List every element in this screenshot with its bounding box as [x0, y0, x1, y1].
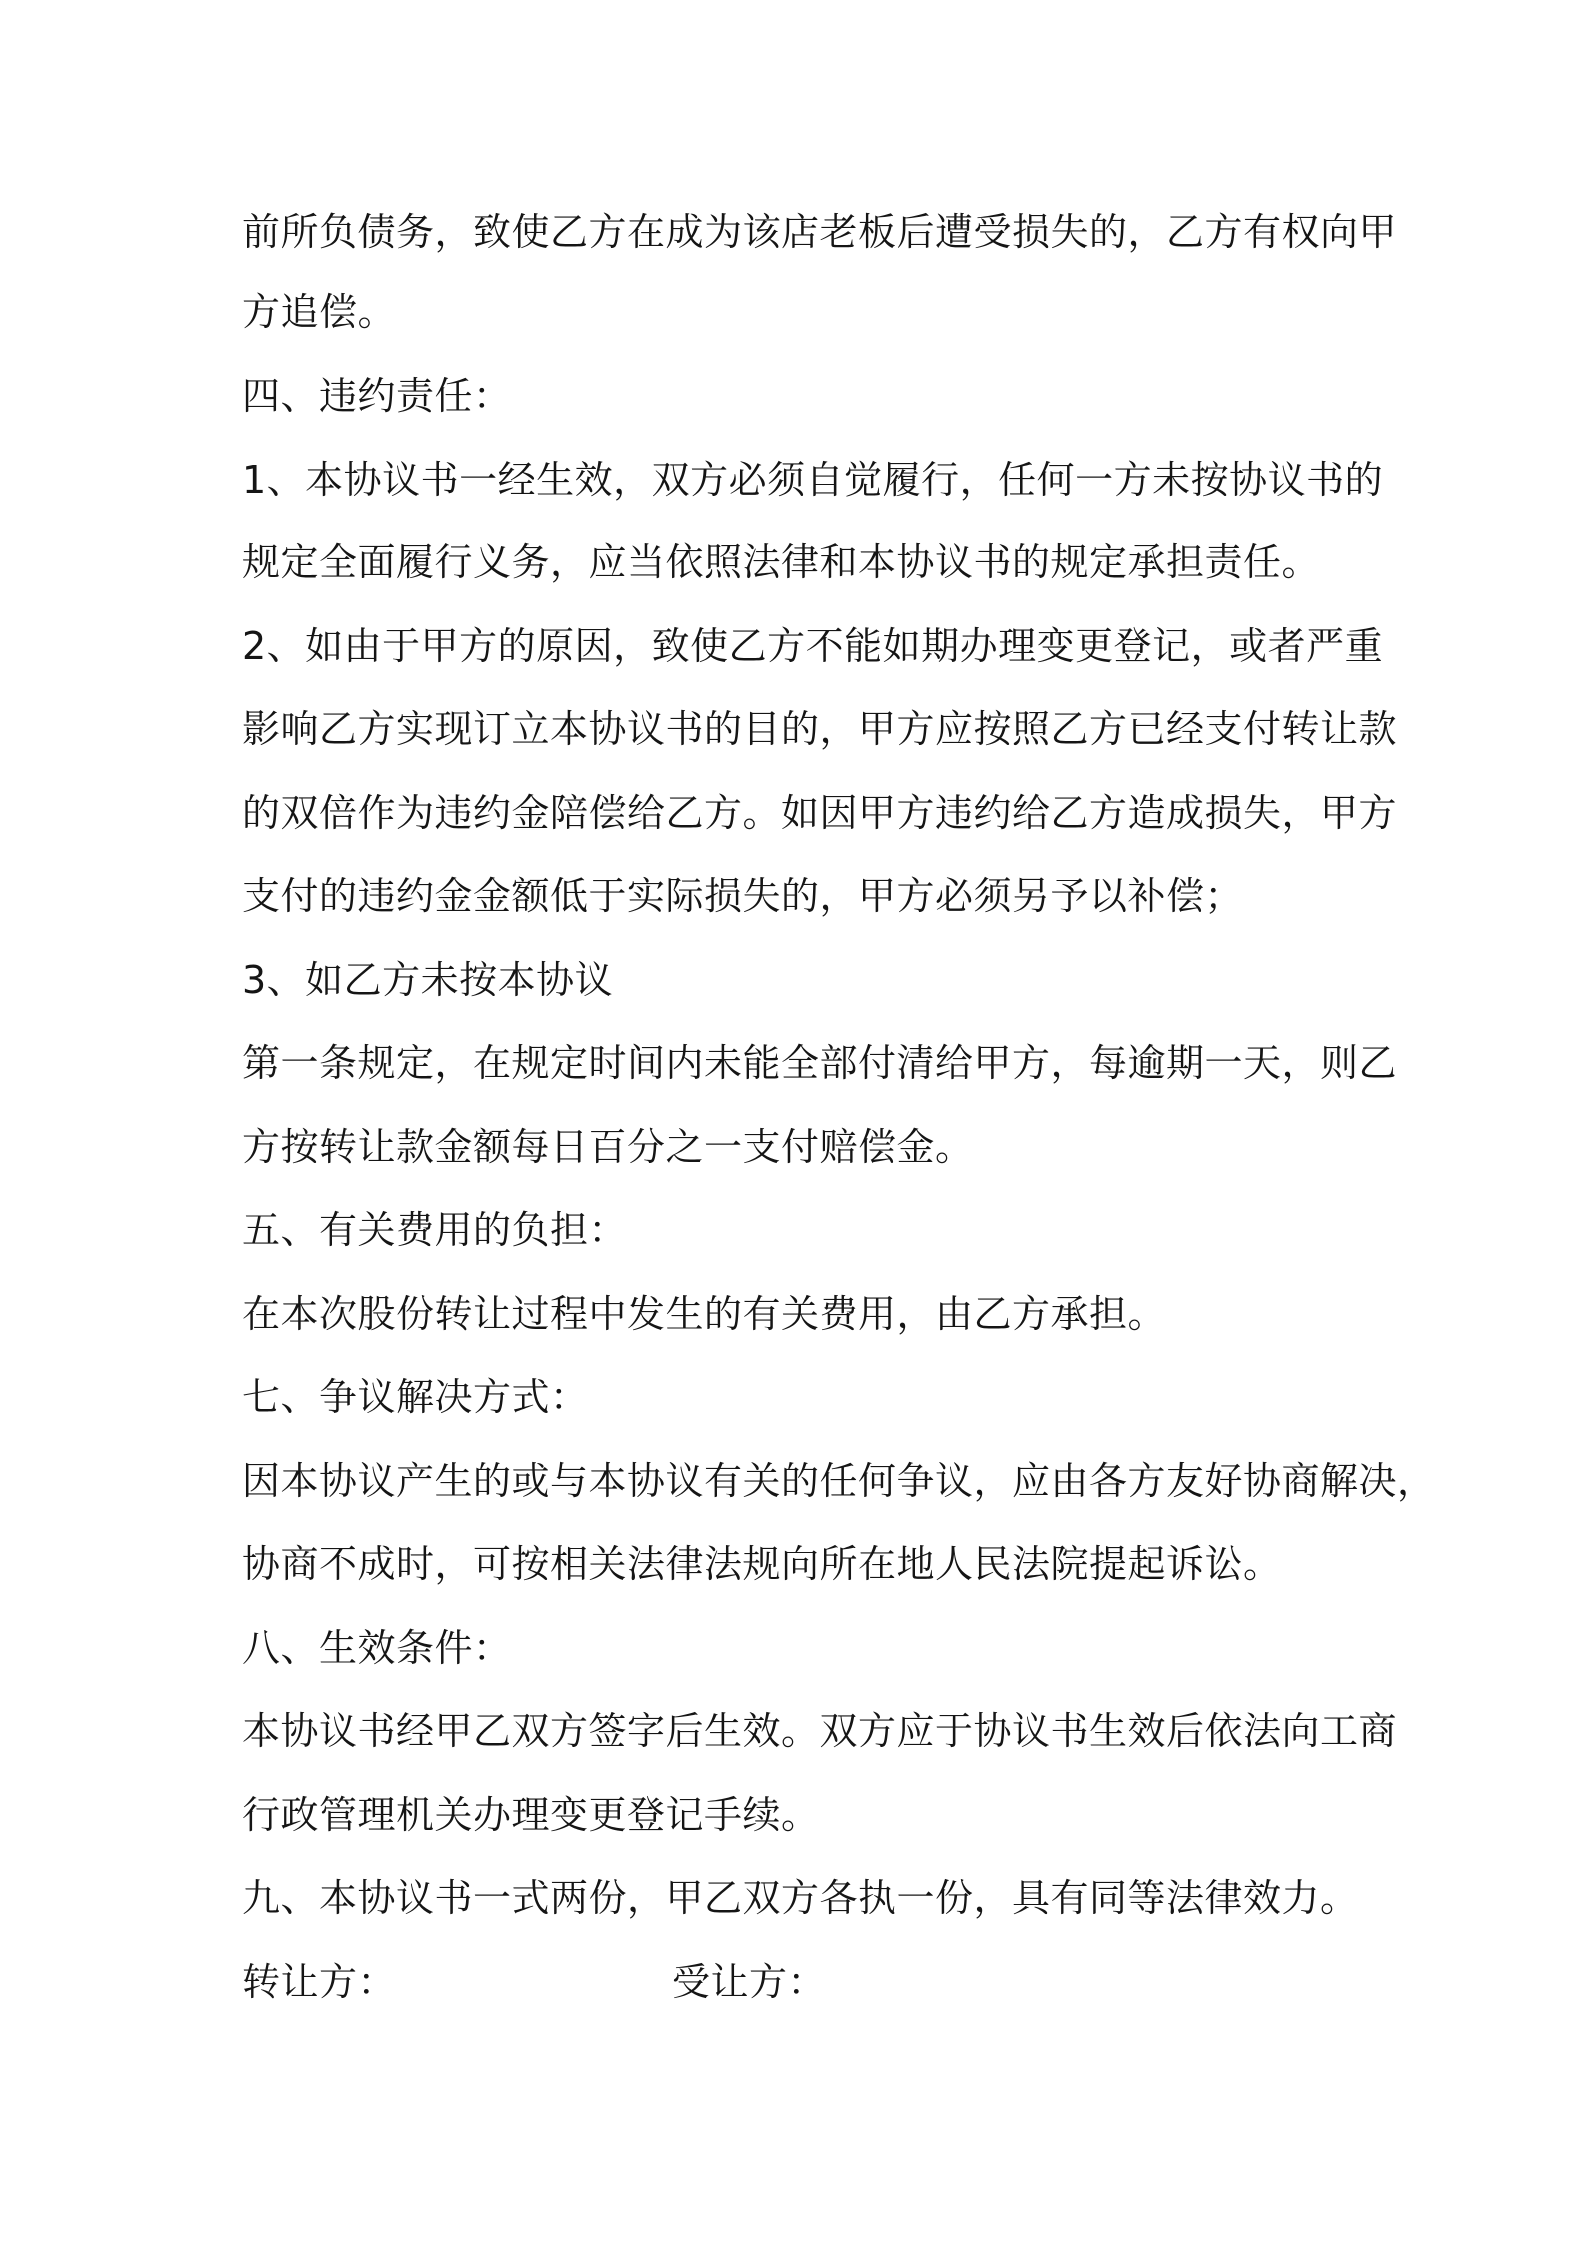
paragraph-line: 第一条规定，在规定时间内未能全部付清给甲方，每逾期一天，则乙 — [242, 1041, 1398, 1085]
paragraph-line: 在本次股份转让过程中发生的有关费用，由乙方承担。 — [242, 1292, 1167, 1336]
paragraph-line: 影响乙方实现订立本协议书的目的，甲方应按照乙方已经支付转让款 — [242, 707, 1398, 751]
transferor-label: 转让方： — [242, 1960, 397, 2004]
paragraph-line: 1、本协议书一经生效，双方必须自觉履行，任何一方未按协议书的 — [242, 458, 1384, 502]
section-heading-breach: 四、违约责任： — [242, 374, 512, 418]
paragraph-line: 2、如由于甲方的原因，致使乙方不能如期办理变更登记，或者严重 — [242, 624, 1384, 668]
paragraph-line: 协商不成时，可按相关法律法规向所在地人民法院提起诉讼。 — [242, 1542, 1282, 1586]
section-heading-dispute: 七、争议解决方式： — [242, 1375, 589, 1419]
paragraph-line: 规定全面履行义务，应当依照法律和本协议书的规定承担责任。 — [242, 540, 1321, 584]
section-heading-fees: 五、有关费用的负担： — [242, 1208, 628, 1252]
paragraph-line: 的双倍作为违约金陪偿给乙方。如因甲方违约给乙方造成损失，甲方 — [242, 791, 1398, 835]
paragraph-line: 本协议书经甲乙双方签字后生效。双方应于协议书生效后依法向工商 — [242, 1709, 1398, 1753]
paragraph-line: 因本协议产生的或与本协议有关的任何争议，应由各方友好协商解决， — [242, 1459, 1436, 1503]
section-heading-effect: 八、生效条件： — [242, 1626, 512, 1670]
paragraph-line: 方按转让款金额每日百分之一支付赔偿金。 — [242, 1125, 974, 1169]
paragraph-line: 支付的违约金金额低于实际损失的，甲方必须另予以补偿； — [242, 874, 1244, 918]
paragraph-line: 九、本协议书一式两份，甲乙双方各执一份，具有同等法律效力。 — [242, 1876, 1359, 1920]
transferee-label: 受让方： — [672, 1960, 827, 2004]
paragraph-line: 前所负债务，致使乙方在成为该店老板后遭受损失的，乙方有权向甲 — [242, 210, 1398, 254]
paragraph-line: 行政管理机关办理变更登记手续。 — [242, 1793, 820, 1837]
paragraph-line: 3、如乙方未按本协议 — [242, 958, 614, 1002]
paragraph-line: 方追偿。 — [242, 290, 397, 334]
